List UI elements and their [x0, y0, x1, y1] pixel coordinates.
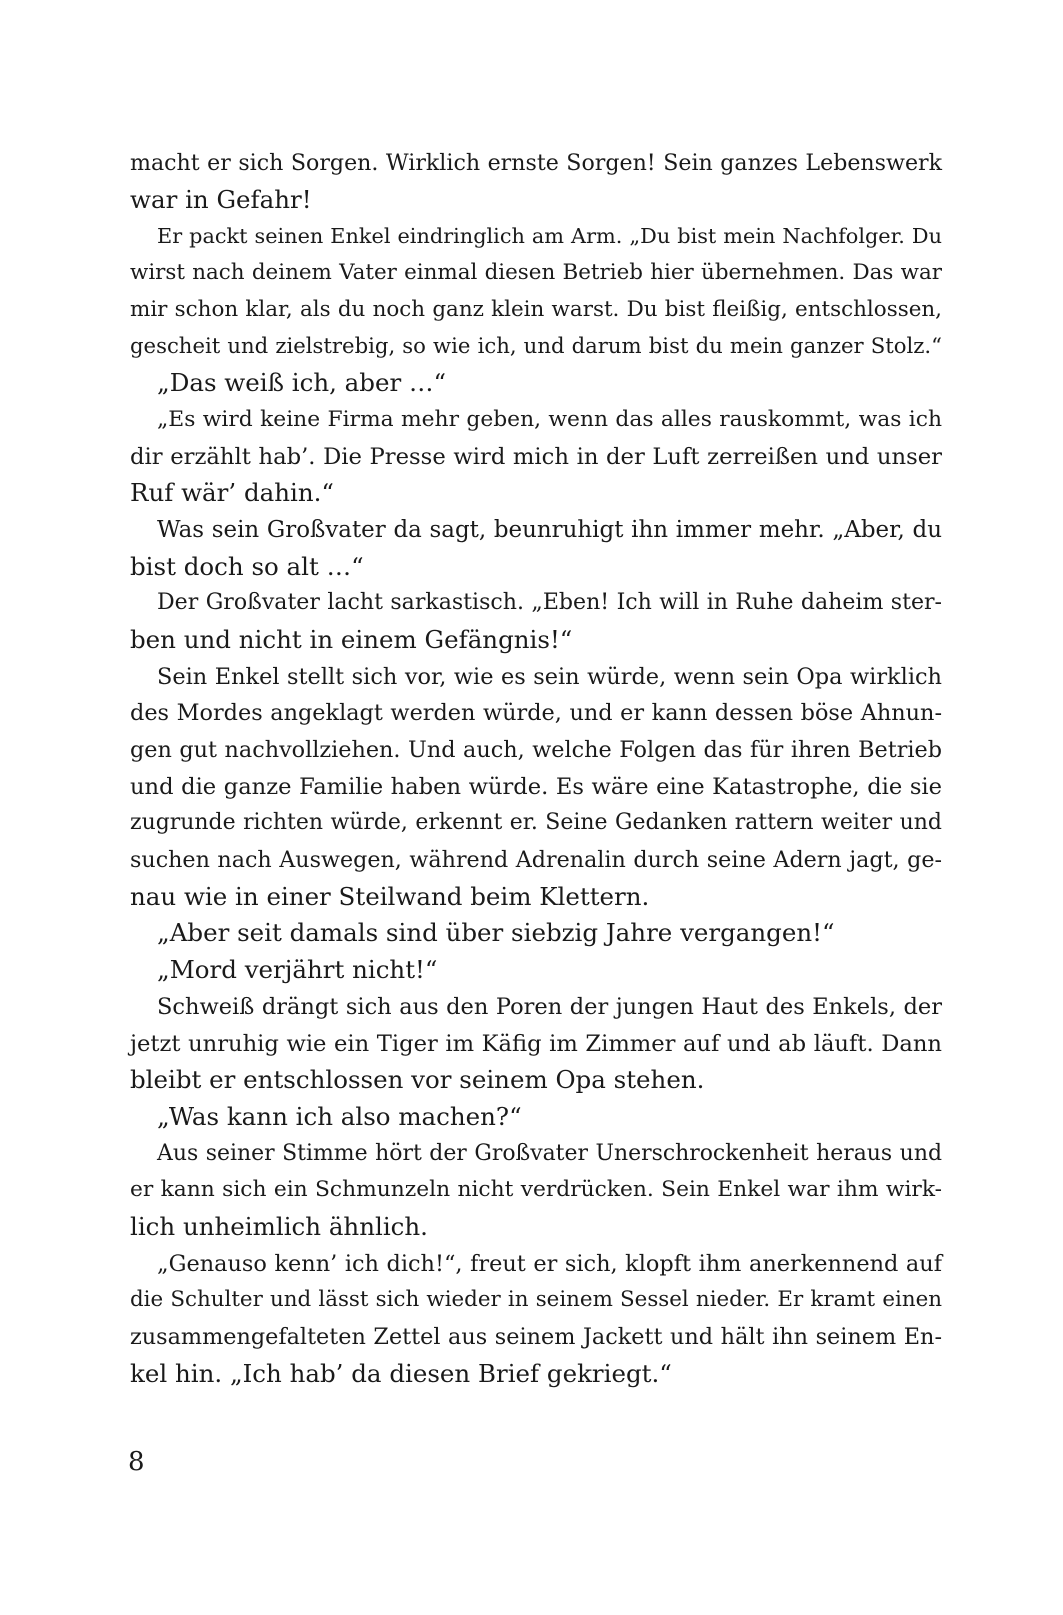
text-line: Sein Enkel stellt sich vor, wie es sein würde, wenn sein Opa wirklich [157, 663, 942, 690]
text-line: Er packt seinen Enkel eindringlich am Arm. „Du bist mein Nachfolger. Du [157, 224, 942, 249]
text-line: die Schulter und lässt sich wieder in seinem Sessel nieder. Er kramt einen [130, 1287, 942, 1313]
text-line: bist doch so alt …“ [130, 551, 364, 581]
text-line: er kann sich ein Schmunzeln nicht verdrücken. Sein Enkel war ihm wirk- [130, 1177, 942, 1203]
text-line: mir schon klar, als du noch ganz klein warst. Du bist fleißig, entschlossen, [130, 296, 942, 322]
text-line: gen gut nachvollziehen. Und auch, welche Folgen das für ihren Betrieb [130, 737, 942, 763]
text-line: des Mordes angeklagt werden würde, und er kann dessen böse Ahnun- [130, 700, 942, 727]
text-line: Der Großvater lacht sarkastisch. „Eben! Ich will in Ruhe daheim ster- [157, 590, 942, 616]
text-line: bleibt er entschlossen vor seinem Opa stehen. [130, 1065, 705, 1095]
text-line: gescheit und zielstrebig, so wie ich, und darum bist du mein ganzer Stolz.“ [130, 333, 942, 359]
text-line: und die ganze Familie haben würde. Es wäre eine Katastrophe, die sie [130, 773, 942, 800]
text-line: „Aber seit damals sind über siebzig Jahre vergangen!“ [157, 918, 835, 948]
body-text [130, 145, 942, 1392]
text-line: nau wie in einer Steilwand beim Klettern. [130, 881, 650, 911]
page-number: 8 [128, 1447, 145, 1477]
text-line: wirst nach deinem Vater einmal diesen Betrieb hier übernehmen. Das war [130, 260, 942, 286]
text-line: „Was kann ich also machen?“ [157, 1101, 522, 1131]
text-line: kel hin. „Ich hab’ da diesen Brief gekriegt.“ [130, 1358, 672, 1388]
text-line: Ruf wär’ dahin.“ [130, 478, 334, 508]
text-line: Schweiß drängt sich aus den Poren der jungen Haut des Enkels, der [157, 993, 942, 1020]
text-line: „Mord verjährt nicht!“ [157, 955, 438, 985]
text-line: „Genauso kenn’ ich dich!“, freut er sich, klopft ihm anerkennend auf [157, 1250, 942, 1277]
text-line: zusammengefalteten Zettel aus seinem Jackett und hält ihn seinem En- [130, 1324, 942, 1350]
text-line: suchen nach Auswegen, während Adrenalin durch seine Adern jagt, ge- [130, 847, 942, 874]
text-line: macht er sich Sorgen. Wirklich ernste Sorgen! Sein ganzes Lebenswerk [130, 150, 942, 176]
text-line: lich unheimlich ähnlich. [130, 1211, 428, 1241]
text-line: war in Gefahr! [130, 184, 312, 214]
text-line: jetzt unruhig wie ein Tiger im Käfig im Zimmer auf und ab läuft. Dann [130, 1030, 942, 1057]
text-line: ben und nicht in einem Gefängnis!“ [130, 624, 573, 654]
text-line: „Das weiß ich, aber …“ [157, 368, 446, 398]
text-line: dir erzählt hab’. Die Presse wird mich in der Luft zerreißen und unser [130, 443, 942, 470]
text-line: Aus seiner Stimme hört der Großvater Unerschrockenheit heraus und [157, 1140, 942, 1166]
text-line: Was sein Großvater da sagt, beunruhigt ihn immer mehr. „Aber, du [157, 516, 942, 543]
text-line: zugrunde richten würde, erkennt er. Seine Gedanken rattern weiter und [130, 810, 942, 836]
text-line: „Es wird keine Firma mehr geben, wenn das alles rauskommt, was ich [157, 406, 942, 432]
